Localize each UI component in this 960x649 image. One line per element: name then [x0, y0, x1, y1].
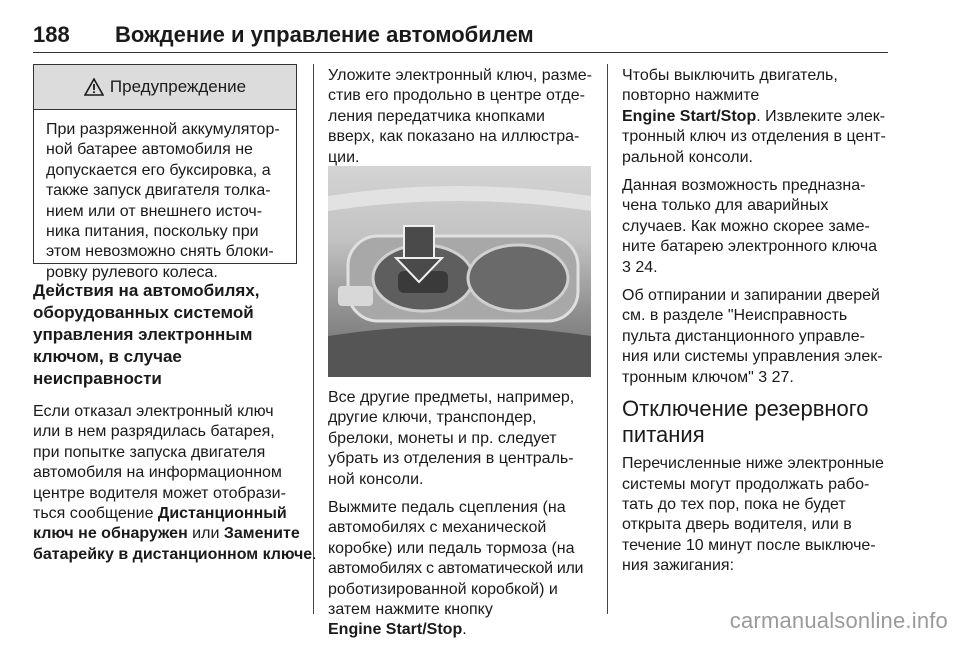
text-line: при попытке запуска двигателя — [33, 443, 266, 461]
text-line: открыта дверь водителя, или в — [622, 516, 852, 534]
text-line: затем нажмите кнопку — [328, 601, 493, 619]
warning-box — [33, 64, 297, 281]
warning-line: этом невозможно снять блоки- — [46, 243, 274, 261]
text-line — [328, 620, 598, 640]
column-2-text — [328, 66, 598, 168]
page-header — [33, 8, 888, 53]
warning-line: нием или от внешнего источ- — [46, 202, 263, 220]
text-line: автомобилях с механической — [328, 519, 547, 537]
text-span: . Извлеките элек- — [756, 107, 886, 125]
page-reference-link[interactable]: 3 24. — [622, 258, 658, 276]
text-line: см. в разделе "Неисправность — [622, 307, 848, 325]
text-line: автомобилях с автоматической или — [328, 560, 584, 578]
text-line: другие ключи, транспондер, — [328, 409, 537, 427]
text-line: ции. — [328, 148, 360, 166]
text-line: чена только для аварийных — [622, 197, 829, 215]
illustration-graphic — [328, 166, 591, 377]
column-2-text-lower — [328, 388, 598, 649]
text-line — [33, 504, 305, 524]
heading-line: управления электронным — [33, 325, 253, 344]
text-line: пульта дистанционного управле- — [622, 327, 865, 345]
paragraph — [622, 286, 894, 388]
paragraph — [622, 176, 894, 278]
heading-line: ключом, в случае — [33, 347, 182, 366]
text-line: брелоки, монеты и пр. следует — [328, 429, 557, 447]
paragraph — [328, 388, 598, 490]
text-line: тронный ключ из отделения в цент- — [622, 128, 886, 146]
text-line — [33, 545, 317, 565]
text-line: Чтобы выключить двигатель, — [622, 67, 838, 84]
watermark: carmanualsonline.info — [729, 608, 948, 633]
text-line: убрать из отделения в централь- — [328, 450, 574, 468]
text-line: Перечисленные ниже электронные — [622, 455, 884, 473]
column-divider-2 — [607, 64, 608, 614]
text-line: тать до тех пор, пока не будет — [622, 495, 846, 513]
text-line: ной консоли. — [328, 470, 424, 488]
section-heading — [33, 280, 305, 390]
warning-header — [34, 65, 296, 110]
heading-line: питания — [622, 422, 705, 448]
text-line: случаев. Как можно скорее заме- — [622, 217, 870, 235]
warning-triangle-icon — [84, 78, 104, 96]
message-text: ключ не обнаружен — [33, 525, 188, 543]
text-line: коробке) или педаль тормоза (на — [328, 539, 575, 557]
text-line: системы могут продолжать рабо- — [622, 475, 870, 493]
heading-line: Отключение резервного — [622, 396, 869, 422]
warning-text — [34, 110, 296, 283]
text-line: Если отказал электронный ключ — [33, 403, 274, 420]
text-line — [33, 524, 305, 544]
paragraph — [622, 454, 894, 576]
text-line: автомобиля на информационном — [33, 464, 282, 482]
button-name-text: Engine Start/Stop — [328, 621, 463, 639]
text-line: Уложите электронный ключ, разме- — [328, 67, 592, 84]
heading-line: неисправности — [33, 369, 162, 388]
text-line: Все другие предметы, например, — [328, 389, 575, 406]
text-line — [622, 107, 894, 127]
text-span: . — [462, 621, 467, 639]
heading-line: оборудованных системой — [33, 303, 254, 322]
paragraph — [328, 498, 598, 641]
text-line: Об отпирании и запирании дверей — [622, 287, 880, 305]
text-line: ния или системы управления элек- — [622, 348, 883, 366]
section-heading — [622, 396, 894, 448]
warning-line: ника питания, поскольку при — [46, 223, 259, 241]
text-line: ните батарею электронного ключа — [622, 238, 878, 256]
text-line: Данная возможность предназна- — [622, 177, 866, 195]
message-text: батарейку в дистанционном ключе — [33, 545, 313, 563]
text-line: повторно нажмите — [622, 87, 760, 105]
warning-line: также запуск двигателя толка- — [46, 182, 271, 200]
paragraph — [33, 402, 317, 565]
button-name-text: Engine Start/Stop — [622, 107, 757, 125]
text-line: ральной консоли. — [622, 148, 753, 166]
page-reference-link[interactable]: тронным ключом" 3 27. — [622, 368, 794, 386]
console-key-slot-illustration — [328, 166, 591, 377]
text-span: или — [187, 525, 224, 543]
warning-line: При разряженной аккумулятор- — [46, 121, 280, 138]
chapter-title: Вождение и управление автомобилем — [115, 22, 534, 47]
text-line: ления передатчика кнопками — [328, 107, 545, 125]
warning-line: ной батарее автомобиля не — [46, 141, 253, 159]
text-line: течение 10 минут после выключе- — [622, 536, 876, 554]
text-span: . — [312, 545, 317, 563]
text-line: или в нем разрядилась батарея, — [33, 423, 275, 441]
warning-title: Предупреждение — [109, 77, 247, 96]
column-divider-1 — [312, 64, 317, 614]
text-line: вверх, как показано на иллюстра- — [328, 128, 580, 146]
message-text: Дистанционный — [157, 505, 287, 523]
text-line: стив его продольно в центре отде- — [328, 87, 585, 105]
warning-line: ровку рулевого колеса. — [46, 263, 218, 281]
text-line: Выжмите педаль сцепления (на — [328, 499, 566, 517]
text-span: ться сообщение — [33, 505, 158, 523]
heading-line: Действия на автомобилях, — [33, 281, 260, 300]
page-number: 188 — [33, 22, 70, 47]
message-text: Замените — [223, 525, 300, 543]
text-line: ния зажигания: — [622, 557, 735, 575]
column-1-text — [33, 280, 317, 565]
paragraph — [622, 66, 894, 168]
paragraph — [328, 66, 598, 168]
column-3-text — [622, 66, 894, 585]
text-line: роботизированной коробкой) и — [328, 580, 558, 598]
warning-line: допускается его буксировка, а — [46, 161, 271, 179]
text-line: центре водителя может отобрази- — [33, 484, 286, 502]
